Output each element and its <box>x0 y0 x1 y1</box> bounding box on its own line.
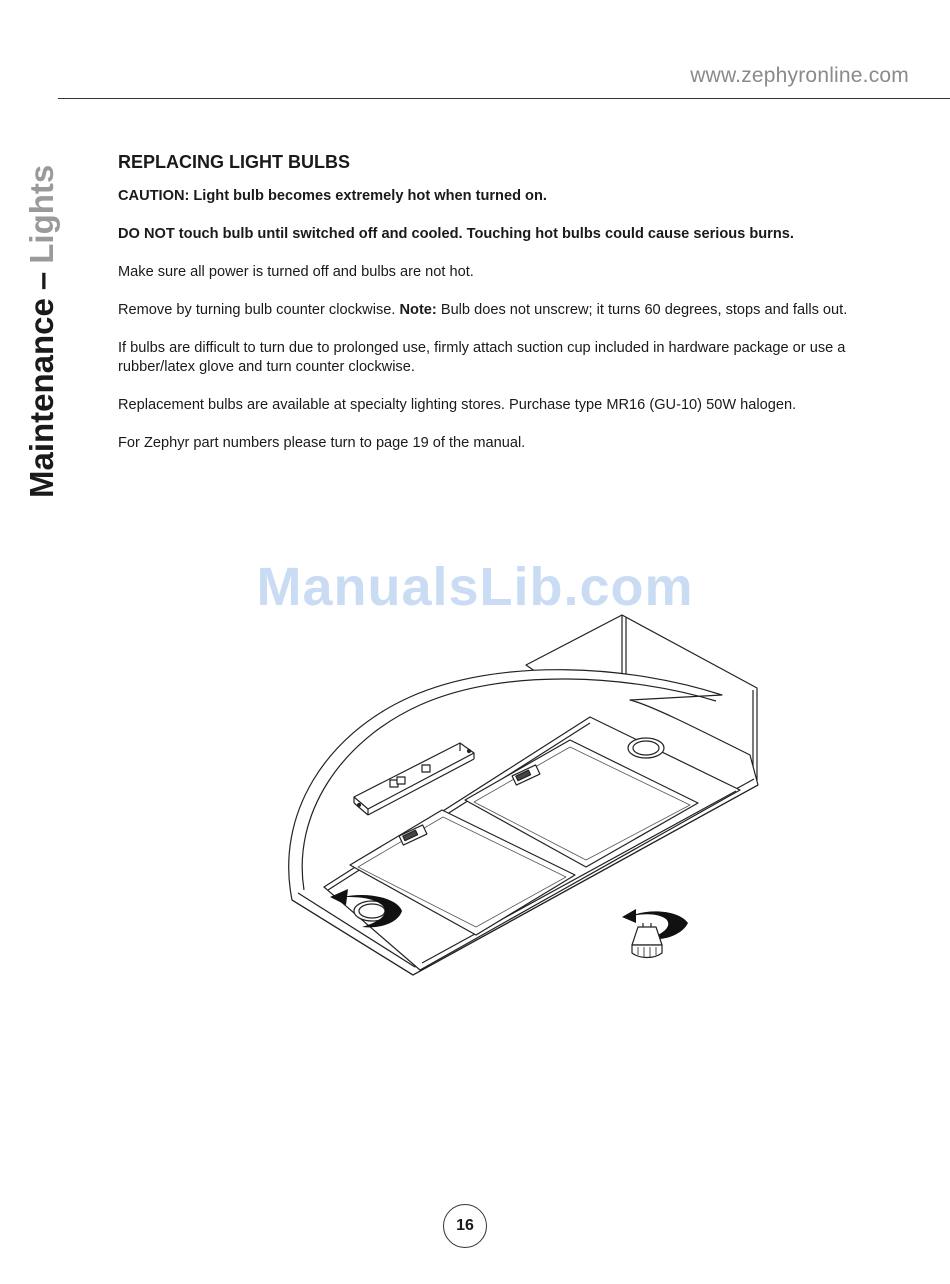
instruction-difficult: If bulbs are difficult to turn due to prolonged use, firmly attach suction cup included in hardware package or use a rubber/latex glove and turn counter clockwise. <box>118 340 846 375</box>
note-label: Note: <box>399 302 437 318</box>
page-number: 16 <box>443 1204 487 1248</box>
main-content <box>118 152 918 472</box>
section-side-title <box>24 165 60 498</box>
instruction-replacement: Replacement bulbs are available at specialty lighting stores. Purchase type MR16 (GU-10) 50W halogen. <box>118 397 797 413</box>
site-url: www.zephyronline.com <box>690 64 909 87</box>
instruction-remove-pre: Remove by turning bulb counter clockwise. <box>118 302 400 318</box>
side-title-main: Maintenance <box>23 298 60 498</box>
range-hood-illustration <box>270 605 770 995</box>
side-title-sub: Lights <box>23 164 60 264</box>
removed-bulb-icon <box>622 909 688 958</box>
header-rule <box>58 98 950 99</box>
warning-text: DO NOT touch bulb until switched off and cooled. Touching hot bulbs could cause serious burns. <box>118 226 794 242</box>
instruction-remove <box>118 301 918 320</box>
section-title: REPLACING LIGHT BULBS <box>118 152 350 172</box>
light-bulb-right-icon <box>628 738 664 758</box>
caution-text: CAUTION: Light bulb becomes extremely hot when turned on. <box>118 188 547 204</box>
watermark: ManualsLib.com <box>256 557 694 617</box>
side-title-dash: – <box>23 271 60 291</box>
instruction-remove-post: Bulb does not unscrew; it turns 60 degrees, stops and falls out. <box>436 302 848 318</box>
instruction-power: Make sure all power is turned off and bulbs are not hot. <box>118 264 474 280</box>
instruction-part-numbers: For Zephyr part numbers please turn to page 19 of the manual. <box>118 435 526 451</box>
